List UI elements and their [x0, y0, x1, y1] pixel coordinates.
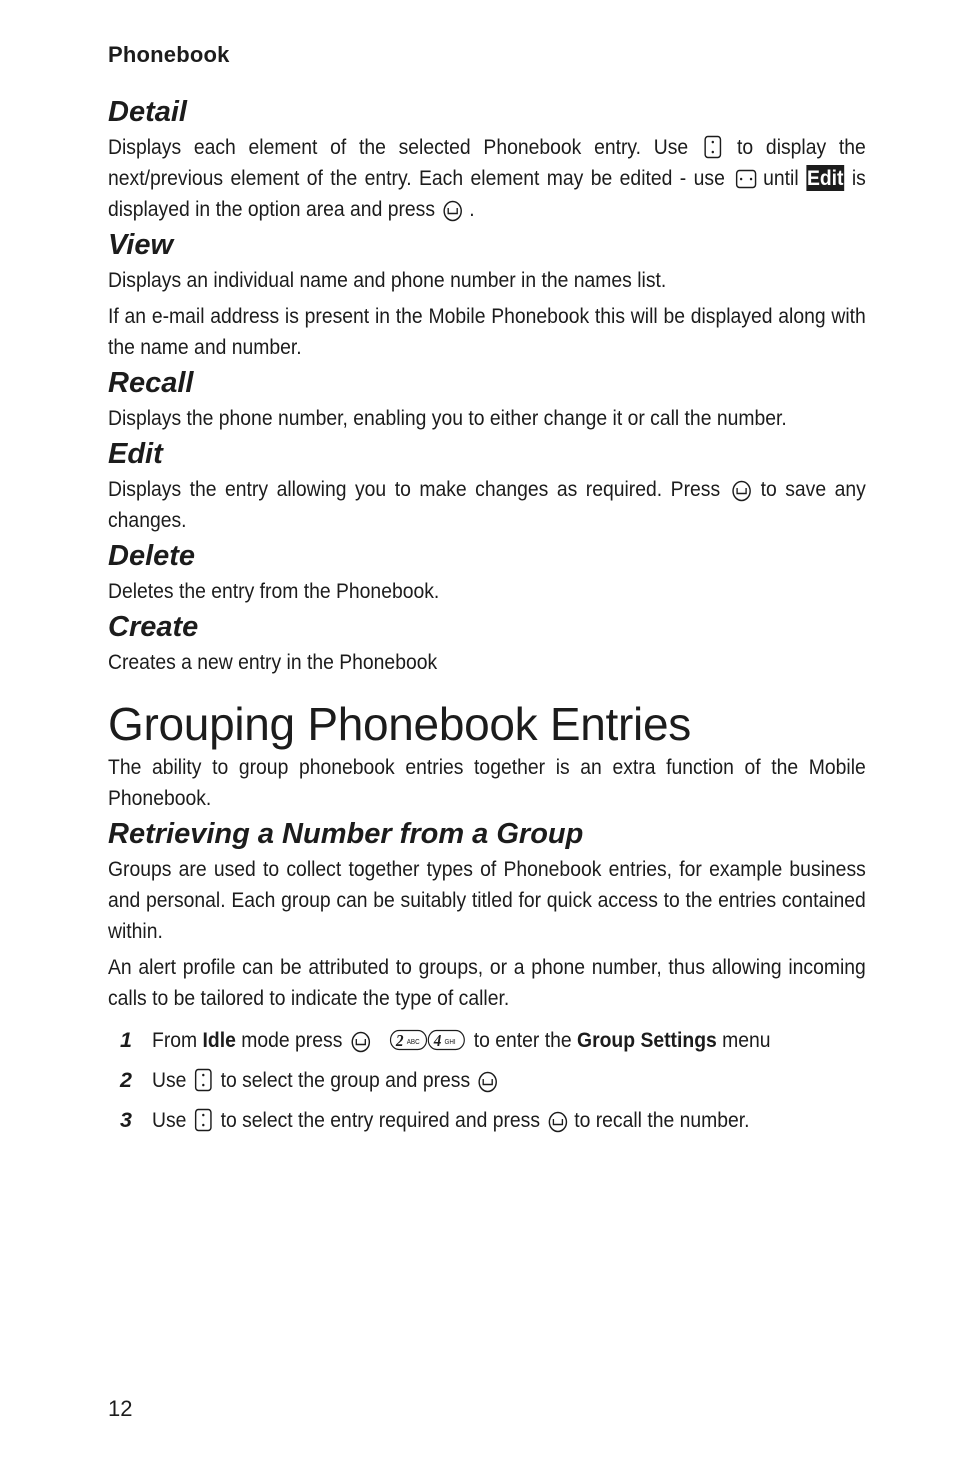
create-heading: Create [108, 611, 199, 643]
step-text-part: to select the entry required and press [220, 1108, 541, 1132]
edit-text-part: to save any changes. [108, 477, 866, 532]
step-item [108, 1020, 866, 1060]
scroll-up-down-key-icon [704, 138, 722, 158]
step-text-part: Use [152, 1068, 187, 1092]
retrieving-text-2: An alert profile can be attributed to groups, or a phone number, thus allowing incoming calls to be tailored to indicate the type of caller. [108, 955, 866, 1010]
grouping-intro: The ability to group phonebook entries together is an extra function of the Mobile Phonebook. [108, 755, 866, 810]
step-item [108, 1100, 866, 1140]
detail-text-part: to display the next/previous element of the entry. Each element may be edited - use [108, 135, 866, 190]
step-text [152, 1060, 499, 1100]
delete-heading: Delete [108, 540, 196, 572]
scroll-left-right-key-icon [735, 169, 753, 189]
edit-text-part: Displays the entry allowing you to make changes as required. Press [108, 477, 721, 501]
step-item [108, 1060, 866, 1100]
page-number: 12 [108, 1396, 133, 1421]
ok-select-key-icon [478, 1071, 496, 1091]
edit-text [108, 474, 866, 536]
number-keys [389, 1024, 465, 1064]
view-heading: View [108, 229, 174, 261]
create-text: Creates a new entry in the Phonebook [108, 650, 438, 674]
ok-select-key-icon [548, 1111, 566, 1131]
grouping-title: Grouping Phonebook Entries [108, 698, 691, 750]
step-text-part: menu [722, 1028, 771, 1052]
ok-select-key-icon [443, 200, 461, 220]
key-2-letters: ABC [406, 1038, 420, 1047]
retrieving-text-1: Groups are used to collect together types of Phonebook entries, for example business and personal. Each group can be suitably titled for quick access to the entries contained within. [108, 857, 866, 943]
step-text-part: Use [152, 1108, 187, 1132]
edit-option-label: Edit [806, 166, 844, 190]
retrieving-heading: Retrieving a Number from a Group [108, 818, 584, 850]
group-settings-label: Group Settings [577, 1028, 717, 1052]
step-text-part: From [152, 1028, 198, 1052]
view-text-1: Displays an individual name and phone number in the names list. [108, 268, 667, 292]
recall-text: Displays the phone number, enabling you to either change it or call the number. [108, 406, 787, 430]
running-header: Phonebook [108, 42, 230, 67]
detail-text-part: until [763, 166, 799, 190]
scroll-up-down-key-icon [194, 1111, 212, 1131]
scroll-up-down-key-icon [194, 1071, 212, 1091]
step-text-part: mode press [241, 1028, 343, 1052]
idle-mode-label: Idle [202, 1028, 236, 1052]
step-number: 1 [120, 1028, 132, 1052]
detail-text-part: . [469, 197, 475, 221]
page-content [108, 92, 866, 1140]
delete-text: Deletes the entry from the Phonebook. [108, 579, 440, 603]
step-text-part: to enter the [473, 1028, 572, 1052]
step-number: 2 [120, 1068, 132, 1092]
ok-select-key-icon [731, 480, 749, 500]
key-4-letters: GHI [444, 1038, 456, 1047]
ok-select-key-icon [350, 1031, 368, 1051]
step-text [152, 1020, 771, 1064]
view-text-2: If an e-mail address is present in the Mobile Phonebook this will be displayed along with the name and number. [108, 304, 866, 359]
recall-heading: Recall [108, 367, 194, 399]
edit-heading: Edit [108, 438, 163, 470]
key-2-digit: 2 [395, 1032, 404, 1051]
step-number: 3 [120, 1108, 132, 1132]
step-text-part: to select the group and press [220, 1068, 471, 1092]
detail-text-part: Displays each element of the selected Phonebook entry. Use [108, 135, 689, 159]
detail-text-part: is displayed in the option area and press [108, 166, 866, 221]
step-text-part: to recall the number. [574, 1108, 750, 1132]
step-text [152, 1100, 750, 1140]
steps-list [108, 1020, 866, 1140]
detail-heading: Detail [108, 96, 187, 128]
key-4-digit: 4 [433, 1032, 441, 1051]
detail-text [108, 132, 866, 225]
